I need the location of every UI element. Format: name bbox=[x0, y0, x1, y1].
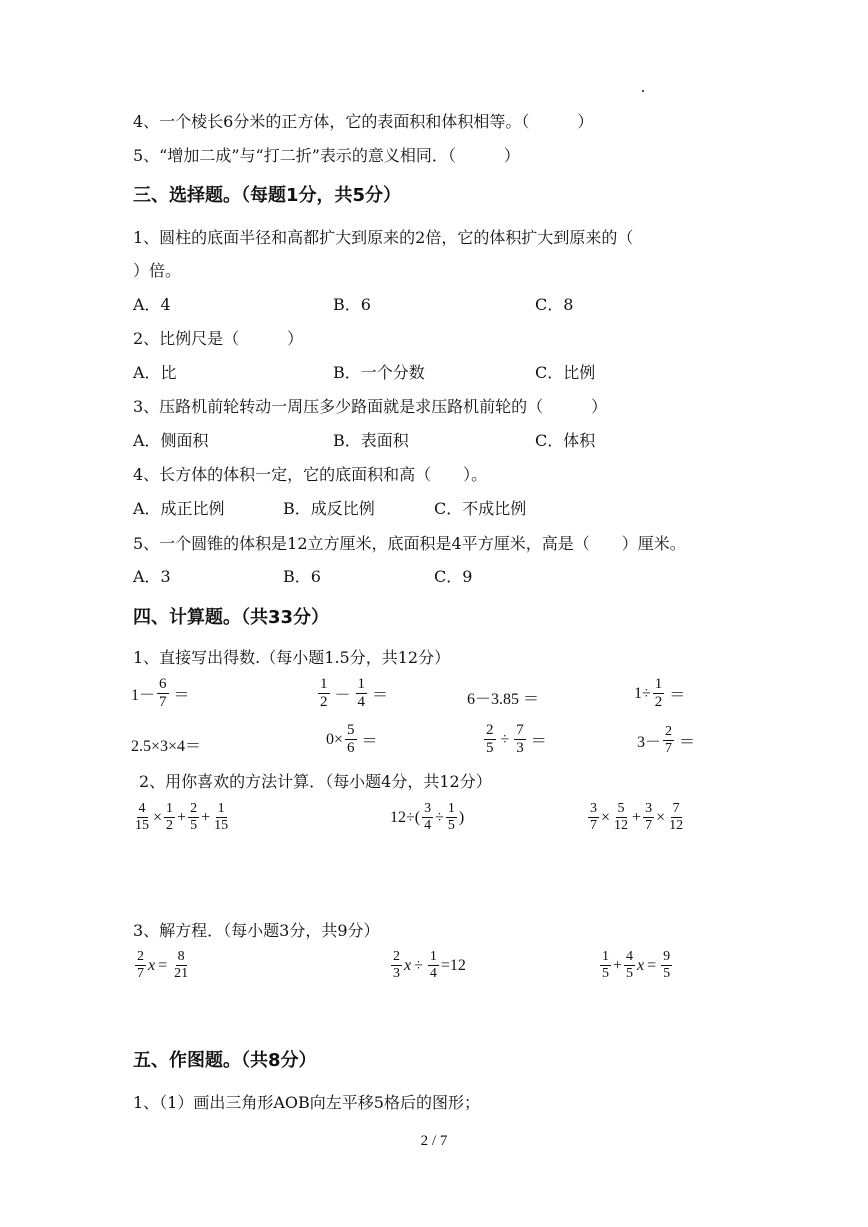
section4-heading: 四、计算题。（共33分） bbox=[133, 607, 330, 628]
fraction: $\frac{2}{5}$ bbox=[190, 801, 198, 833]
fraction: $\frac{8}{21}$ bbox=[174, 949, 189, 981]
s4-part2: 2、用你喜欢的方法计算．（每小题4分，共12分） bbox=[139, 772, 492, 791]
calc-r1-d: 1÷ $\frac{1}{2}$ ＝ bbox=[634, 676, 686, 710]
s3-q4-opt-a: A．成正比例 bbox=[133, 499, 225, 518]
s3-q3-opt-a: A．侧面积 bbox=[133, 431, 209, 450]
s3-q1-opt-a: A．4 bbox=[133, 295, 171, 314]
calc-r1-b: $\frac{1}{2}$ － $\frac{1}{4}$ ＝ bbox=[320, 676, 389, 710]
calc-r2-a: 2.5×3×4＝ bbox=[131, 738, 202, 755]
calc-r2-c: $\frac{2}{5}$ ÷ $\frac{7}{3}$ ＝ bbox=[486, 722, 547, 756]
s3-q2-opt-c: C．比例 bbox=[535, 363, 596, 382]
scan-dot bbox=[642, 90, 644, 92]
fraction: $\frac{3}{7}$ bbox=[590, 801, 597, 833]
fraction: $\frac{6}{7}$ bbox=[159, 676, 167, 710]
s3-q1-opt-c: C．8 bbox=[535, 295, 574, 314]
section3-heading: 三、选择题。（每题1分，共5分） bbox=[133, 185, 402, 206]
s3-q4-opt-b: B．成反比例 bbox=[283, 499, 375, 518]
fraction: $\frac{7}{3}$ bbox=[516, 722, 524, 756]
fraction: $\frac{2}{5}$ bbox=[486, 722, 494, 756]
fraction: $\frac{1}{2}$ bbox=[654, 676, 663, 710]
s3-q3-opt-b: B．表面积 bbox=[333, 431, 409, 450]
fraction: $\frac{4}{15}$ bbox=[135, 801, 149, 833]
s3-q4-opt-c: C．不成比例 bbox=[434, 499, 527, 518]
equation-2: $\frac{2}{3}$ x ÷ $\frac{1}{4}$ =12 bbox=[393, 949, 466, 981]
s3-q1-opt-b: B．6 bbox=[333, 295, 371, 314]
fraction: $\frac{1}{4}$ bbox=[429, 949, 437, 981]
fraction: $\frac{3}{4}$ bbox=[424, 801, 432, 833]
fraction: $\frac{1}{2}$ bbox=[166, 801, 174, 833]
s4-part1: 1、直接写出得数.（每小题1.5分，共12分） bbox=[133, 648, 451, 667]
expr-1: $\frac{4}{15}$ × $\frac{1}{2}$ + $\frac{2}{5}$ + $\frac{1}{15}$ bbox=[135, 801, 229, 833]
calc-r2-d: 3－ $\frac{2}{7}$ ＝ bbox=[637, 724, 696, 756]
s4-part3: 3、解方程．（每小题3分，共9分） bbox=[133, 921, 380, 940]
calc-r1-a: 1－ $\frac{6}{7}$ ＝ bbox=[131, 676, 190, 710]
judge-q5: 5、“增加二成”与“打二折”表示的意义相同．（ ） bbox=[133, 146, 520, 165]
s3-q5-opt-c: C．9 bbox=[434, 567, 473, 586]
fraction: $\frac{3}{7}$ bbox=[645, 801, 653, 833]
fraction: $\frac{2}{7}$ bbox=[137, 949, 144, 981]
s3-q5: 5、一个圆锥的体积是12立方厘米，底面积是4平方厘米，高是（ ）厘米。 bbox=[133, 534, 686, 553]
s3-q2-opt-b: B．一个分数 bbox=[333, 363, 425, 382]
s3-q4: 4、长方体的体积一定，它的底面积和高（ ）。 bbox=[133, 465, 488, 484]
fraction: $\frac{1}{4}$ bbox=[357, 676, 366, 710]
fraction: $\frac{1}{5}$ bbox=[447, 801, 455, 833]
s3-q3: 3、压路机前轮转动一周压多少路面就是求压路机前轮的（ ） bbox=[133, 397, 608, 416]
expr-3: $\frac{3}{7}$ × $\frac{5}{12}$ + $\frac{3}{7}$ × $\frac{7}{12}$ bbox=[590, 801, 684, 833]
fraction: $\frac{4}{5}$ bbox=[626, 949, 634, 981]
s3-q5-opt-b: B．6 bbox=[283, 567, 321, 586]
calc-r1-c: 6－3.85 ＝ bbox=[467, 691, 540, 708]
fraction: $\frac{2}{3}$ bbox=[393, 949, 400, 981]
fraction: $\frac{1}{15}$ bbox=[214, 801, 229, 833]
s3-q2-opt-a: A．比 bbox=[133, 363, 177, 382]
fraction: $\frac{9}{5}$ bbox=[663, 949, 671, 981]
s3-q5-opt-a: A．3 bbox=[133, 567, 171, 586]
equation-3: $\frac{1}{5}$ + $\frac{4}{5}$ x = $\frac{9}{5}$ bbox=[602, 949, 671, 981]
expr-2: 12÷( $\frac{3}{4}$ ÷ $\frac{1}{5}$ ) bbox=[390, 801, 465, 833]
s5-q1: 1、（1）画出三角形AOB向左平移5格后的图形； bbox=[133, 1093, 480, 1112]
s3-q2: 2、比例尺是（ ） bbox=[133, 329, 304, 348]
fraction: $\frac{1}{2}$ bbox=[320, 676, 328, 710]
fraction: $\frac{2}{7}$ bbox=[665, 724, 673, 756]
calc-r2-b: 0× $\frac{5}{6}$ ＝ bbox=[326, 722, 378, 756]
s3-q1-line1: 1、圆柱的底面半径和高都扩大到原来的2倍，它的体积扩大到原来的（ bbox=[133, 228, 634, 247]
s3-q1-line2: ）倍。 bbox=[133, 261, 182, 280]
fraction: $\frac{5}{12}$ bbox=[614, 801, 629, 833]
fraction: $\frac{7}{12}$ bbox=[669, 801, 684, 833]
section5-heading: 五、作图题。（共8分） bbox=[133, 1050, 317, 1071]
s3-q3-opt-c: C．体积 bbox=[535, 431, 596, 450]
judge-q4: 4、一个棱长6分米的正方体，它的表面积和体积相等。（ ） bbox=[133, 112, 594, 131]
fraction: $\frac{1}{5}$ bbox=[602, 949, 609, 981]
equation-1: $\frac{2}{7}$ x = $\frac{8}{21}$ bbox=[137, 949, 189, 981]
fraction: $\frac{5}{6}$ bbox=[347, 722, 355, 756]
page-number: 2 / 7 bbox=[420, 1133, 448, 1149]
